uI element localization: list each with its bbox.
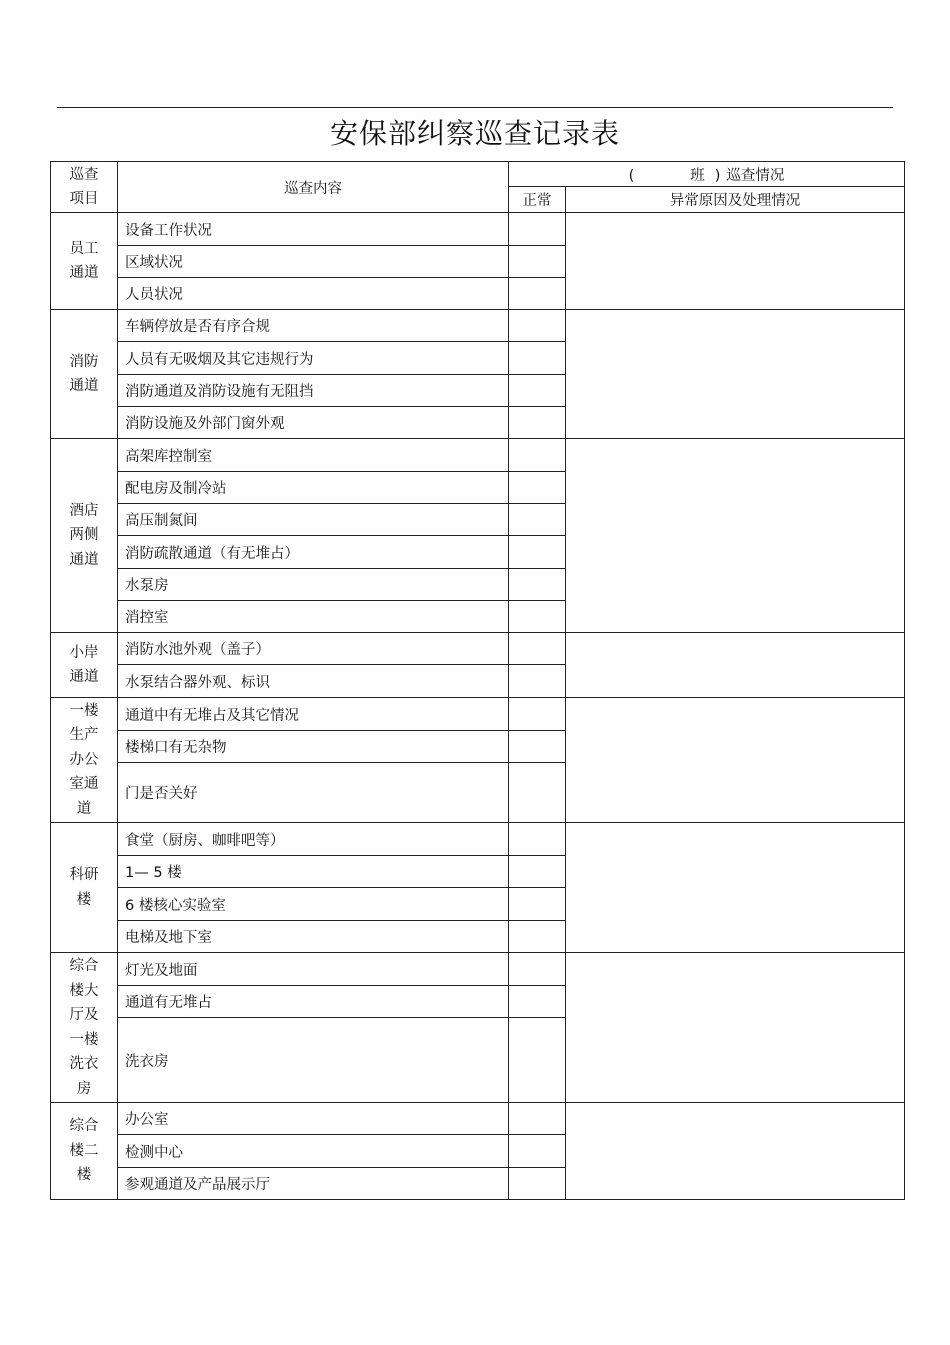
section-name-cell	[51, 698, 118, 823]
normal-check-cell[interactable]	[509, 407, 566, 439]
shift-open: (	[628, 167, 635, 184]
normal-check-cell[interactable]	[509, 633, 566, 665]
table-row	[51, 953, 905, 986]
abnormal-notes-cell[interactable]	[566, 698, 905, 823]
table-row	[51, 823, 905, 856]
header-shift	[509, 162, 905, 187]
status-group-label: 巡查情况	[726, 167, 785, 184]
table-row	[51, 633, 905, 665]
inspection-item: 配电房及制冷站	[118, 472, 509, 504]
inspection-item: 车辆停放是否有序合规	[118, 310, 509, 342]
normal-check-cell[interactable]	[509, 823, 566, 856]
inspection-item: 洗衣房	[118, 1018, 509, 1103]
inspection-item: 水泵结合器外观、标识	[118, 665, 509, 698]
normal-check-cell[interactable]	[509, 375, 566, 407]
normal-check-cell[interactable]	[509, 472, 566, 504]
abnormal-notes-cell[interactable]	[566, 633, 905, 698]
inspection-item: 区域状况	[118, 246, 509, 278]
patrol-record-table	[50, 161, 905, 1200]
abnormal-notes-cell[interactable]	[566, 953, 905, 1103]
section-name: 员工通道	[69, 240, 99, 281]
normal-check-cell[interactable]	[509, 856, 566, 888]
table-row	[51, 213, 905, 246]
section-name-cell	[51, 213, 118, 310]
page-title: 安保部纠察巡查记录表	[329, 117, 620, 150]
table-row	[51, 698, 905, 731]
inspection-item: 电梯及地下室	[118, 921, 509, 953]
normal-check-cell[interactable]	[509, 1135, 566, 1168]
normal-check-cell[interactable]	[509, 1168, 566, 1200]
table-row	[51, 439, 905, 472]
inspection-item: 参观通道及产品展示厅	[118, 1168, 509, 1200]
header-normal: 正常	[509, 187, 566, 213]
normal-check-cell[interactable]	[509, 213, 566, 246]
inspection-item: 消防水池外观（盖子）	[118, 633, 509, 665]
normal-check-cell[interactable]	[509, 439, 566, 472]
header-abnormal: 异常原因及处理情况	[566, 187, 905, 213]
normal-check-cell[interactable]	[509, 953, 566, 986]
inspection-item: 消防设施及外部门窗外观	[118, 407, 509, 439]
shift-word: 班	[690, 167, 705, 184]
normal-check-cell[interactable]	[509, 536, 566, 569]
inspection-item: 设备工作状况	[118, 213, 509, 246]
header-row-1	[51, 162, 905, 187]
inspection-item: 高压制氮间	[118, 504, 509, 536]
inspection-item: 检测中心	[118, 1135, 509, 1168]
normal-check-cell[interactable]	[509, 921, 566, 953]
table-row	[51, 310, 905, 342]
table-row	[51, 1103, 905, 1135]
inspection-item: 水泵房	[118, 569, 509, 601]
normal-check-cell[interactable]	[509, 731, 566, 763]
section-name: 一楼生产办公室通道	[69, 702, 99, 817]
section-name-cell	[51, 310, 118, 439]
abnormal-notes-cell[interactable]	[566, 823, 905, 953]
header-category: 巡查项目	[51, 162, 118, 213]
inspection-item: 消控室	[118, 601, 509, 633]
normal-check-cell[interactable]	[509, 569, 566, 601]
section-name-cell	[51, 823, 118, 953]
inspection-item: 通道中有无堆占及其它情况	[118, 698, 509, 731]
inspection-item: 灯光及地面	[118, 953, 509, 986]
abnormal-notes-cell[interactable]	[566, 1103, 905, 1200]
abnormal-notes-cell[interactable]	[566, 310, 905, 439]
section-name-cell	[51, 1103, 118, 1200]
normal-check-cell[interactable]	[509, 665, 566, 698]
section-name: 综合楼二楼	[69, 1118, 99, 1184]
section-name-cell	[51, 439, 118, 633]
inspection-item: 人员状况	[118, 278, 509, 310]
inspection-item: 门是否关好	[118, 763, 509, 823]
top-rule	[57, 107, 893, 108]
normal-check-cell[interactable]	[509, 342, 566, 375]
abnormal-notes-cell[interactable]	[566, 213, 905, 310]
normal-check-cell[interactable]	[509, 986, 566, 1018]
normal-check-cell[interactable]	[509, 601, 566, 633]
section-name: 综合楼大厅及一楼洗衣房	[69, 958, 99, 1097]
section-name: 小岸通道	[69, 644, 99, 685]
normal-check-cell[interactable]	[509, 1018, 566, 1103]
inspection-item: 通道有无堆占	[118, 986, 509, 1018]
section-name-cell	[51, 633, 118, 698]
normal-check-cell[interactable]	[509, 698, 566, 731]
normal-check-cell[interactable]	[509, 504, 566, 536]
inspection-item: 办公室	[118, 1103, 509, 1135]
inspection-item: 1— 5 楼	[118, 856, 509, 888]
section-name: 酒店两侧通道	[69, 502, 99, 568]
normal-check-cell[interactable]	[509, 888, 566, 921]
normal-check-cell[interactable]	[509, 1103, 566, 1135]
inspection-item: 消防疏散通道（有无堆占）	[118, 536, 509, 569]
abnormal-notes-cell[interactable]	[566, 439, 905, 633]
shift-close: )	[714, 167, 721, 184]
section-name: 消防通道	[69, 353, 99, 394]
inspection-item: 6 楼核心实验室	[118, 888, 509, 921]
inspection-item: 人员有无吸烟及其它违规行为	[118, 342, 509, 375]
section-name: 科研楼	[69, 867, 99, 908]
normal-check-cell[interactable]	[509, 278, 566, 310]
inspection-item: 高架库控制室	[118, 439, 509, 472]
header-content: 巡查内容	[118, 162, 509, 213]
normal-check-cell[interactable]	[509, 246, 566, 278]
normal-check-cell[interactable]	[509, 310, 566, 342]
section-name-cell	[51, 953, 118, 1103]
normal-check-cell[interactable]	[509, 763, 566, 823]
inspection-item: 消防通道及消防设施有无阻挡	[118, 375, 509, 407]
inspection-item: 楼梯口有无杂物	[118, 731, 509, 763]
inspection-item: 食堂（厨房、咖啡吧等）	[118, 823, 509, 856]
